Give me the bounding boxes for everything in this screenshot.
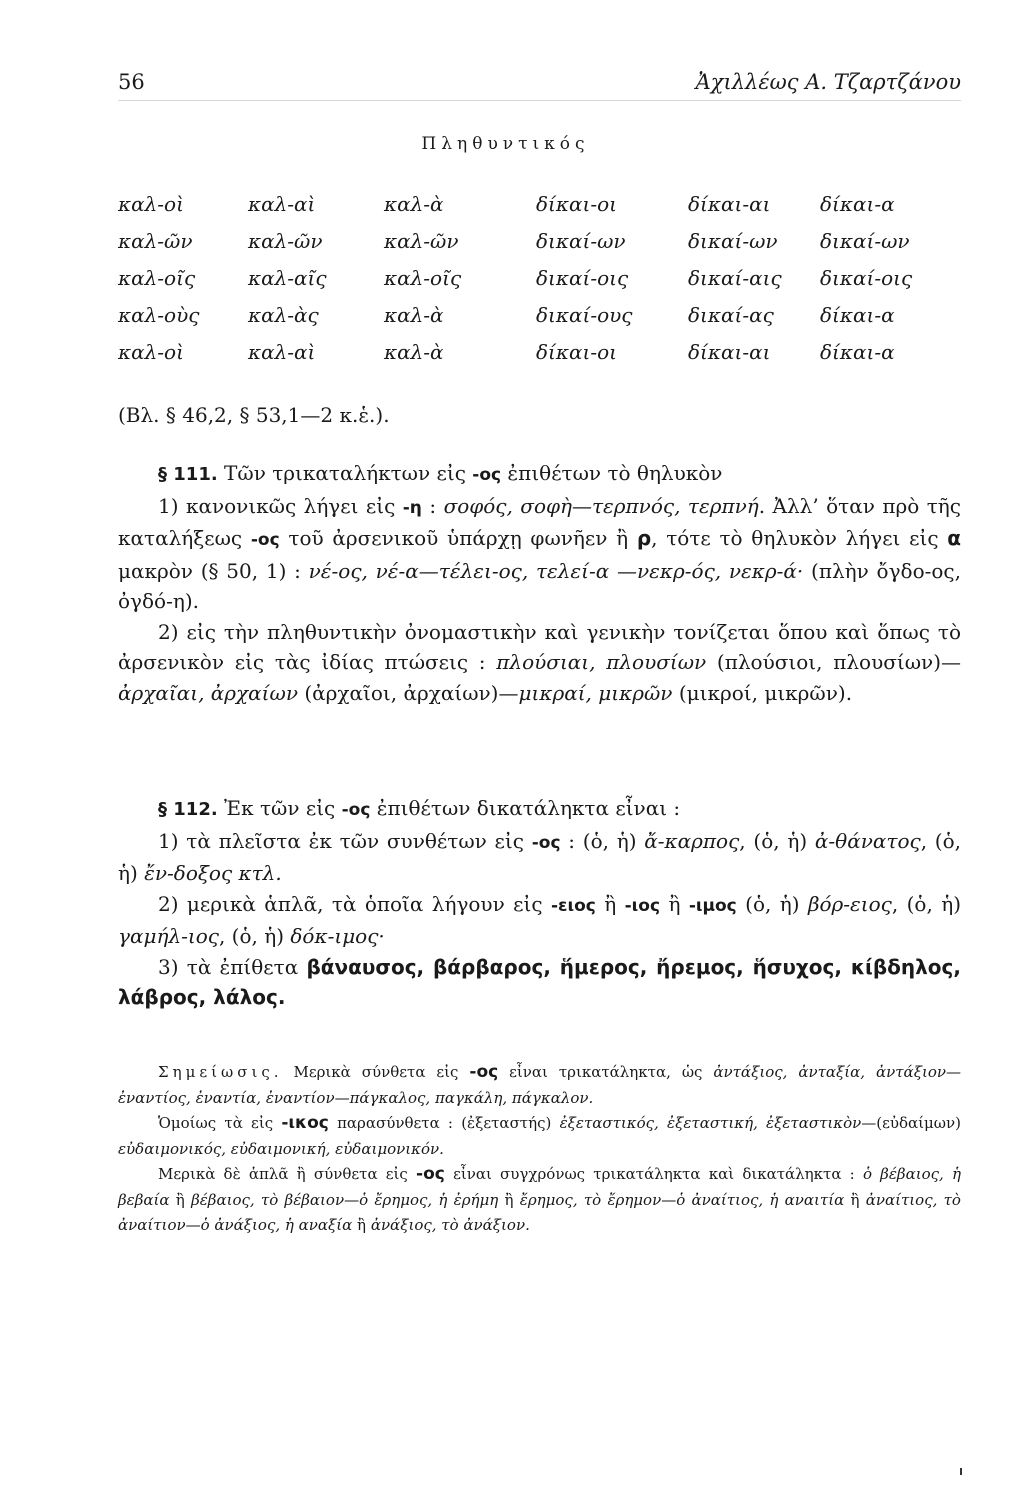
section-111 <box>118 458 961 708</box>
table-cell: δικαί-ας <box>688 303 774 327</box>
letter: α <box>947 526 961 550</box>
table-cell: δικαί-ους <box>536 303 633 327</box>
rule-paragraph <box>118 952 961 1013</box>
cross-reference: (Βλ. § 46,2, § 53,1—2 κ.ἑ.). <box>118 403 390 427</box>
note-label: Σημείωσις. <box>158 1063 283 1081</box>
table-cell: καλ-αὶ <box>248 192 316 216</box>
table-cell: καλ-ῶν <box>248 229 323 253</box>
text: 2) μερικὰ ἁπλᾶ, τὰ ὁποῖα λήγουν εἰς <box>158 891 551 916</box>
declension-table <box>0 192 1011 392</box>
text: ἢ <box>844 1190 866 1209</box>
scan-mark <box>960 1468 962 1475</box>
text: μακρὸν (§ 50, 1) : <box>118 558 309 583</box>
text: ἢ <box>498 1190 520 1209</box>
example: νέ-ος, νέ-α—τέλει-ος, τελεί-α —νεκρ-ός, νεκρ-ά· <box>308 558 804 583</box>
example: δόκ-ιμος· <box>290 924 385 948</box>
text: 1) τὰ πλεῖστα ἐκ τῶν συνθέτων εἰς <box>158 828 532 853</box>
example: ἔρημος, τὸ ἔρημον—ὁ ἀναίτιος, ἡ αναιτία <box>519 1190 845 1209</box>
table-cell: καλ-ὰ <box>384 192 444 216</box>
section-heading <box>118 458 961 491</box>
text: , τότε τὸ θηλυκὸν λήγει εἰς <box>651 526 948 550</box>
table-cell: καλ-οῖς <box>118 266 196 290</box>
text: (πλούσιοι, πλουσίων)— <box>706 650 961 674</box>
ending: -η <box>402 497 422 518</box>
text: τοῦ ἀρσενικοῦ ὑπάρχῃ φωνῆεν ἢ <box>279 526 637 550</box>
example: βόρ-ειος <box>807 891 892 916</box>
section-number: § 112. <box>158 799 218 820</box>
section-112 <box>118 793 961 1013</box>
note-paragraph <box>118 1162 961 1239</box>
table-cell: δικαί-ων <box>820 229 910 253</box>
text: ἢ <box>352 1216 371 1234</box>
example: μικραί, μικρῶν <box>518 680 673 705</box>
text: 1) κανονικῶς λήγει εἰς <box>158 493 403 518</box>
text: (μικροί, μικρῶν). <box>672 680 853 705</box>
example: σοφός, σοφὴ—τερπνός, τερπνή <box>443 493 759 518</box>
table-cell: καλ-αὶ <box>248 340 316 364</box>
ending: -ος <box>469 1062 499 1082</box>
text: ἢ <box>595 891 625 916</box>
rule-paragraph <box>118 491 961 617</box>
text: , (ὁ, ἡ) <box>118 828 962 885</box>
table-cell: δίκαι-α <box>820 340 895 364</box>
example: γαμήλ-ιος <box>118 924 219 948</box>
table-cell: καλ-ῶν <box>384 229 459 253</box>
table-cell: καλ-οὶ <box>118 340 184 364</box>
table-cell: δίκαι-αι <box>688 192 771 216</box>
rule-paragraph <box>118 826 961 889</box>
text: (ἀρχαῖοι, ἀρχαίων)— <box>298 680 519 705</box>
example: ἔν-δοξος κτλ. <box>144 861 282 885</box>
text: 3) τὰ ἐπίθετα <box>158 954 307 979</box>
text: ἐπιθέτων δικατάληκτα εἶναι : <box>370 796 681 820</box>
text: —(εὐδαίμων) <box>861 1114 961 1132</box>
example: ἀντάξιος, ἀνταξία, ἀντάξιον—ἐναντίος, ἐναντία, ἐναντίον—πάγκαλος, παγκάλη, πάγκαλον. <box>118 1063 961 1107</box>
text: , (ὁ, ἡ) <box>739 828 815 853</box>
text: 2) εἰς τὴν πληθυντικὴν ὀνομαστικὴν καὶ γενικὴν τονίζεται ὅπου καὶ ὅπως τὸ ἀρσενικὸν εἰς τὰς ἰδίας πτώσεις : <box>118 619 961 674</box>
table-cell: δίκαι-οι <box>536 340 617 364</box>
text: εἶναι τρικατάληκτα, ὡς <box>498 1063 714 1081</box>
rule-paragraph <box>118 617 961 709</box>
table-cell: καλ-ῶν <box>118 229 193 253</box>
text: : (ὁ, ἡ) <box>560 828 645 853</box>
example: ἐξεταστικός, ἐξεταστική, ἐξεταστικὸν <box>559 1114 862 1132</box>
example: ἀρχαῖαι, ἀρχαίων <box>118 680 298 705</box>
table-cell: καλ-ὰς <box>248 303 319 327</box>
page-number: 56 <box>118 70 145 94</box>
text: Ὁμοίως τὰ εἰς <box>158 1114 282 1132</box>
table-cell: καλ-αῖς <box>248 266 327 290</box>
example: ὁ βέβαιος, ἡ βεβαία <box>118 1165 961 1209</box>
example: εὐδαιμονικός, εὐδαιμονική, εὐδαιμονικόν. <box>118 1139 444 1158</box>
table-cell: δίκαι-οι <box>536 192 617 216</box>
text: , (ὁ, ἡ) <box>891 891 961 916</box>
letter: ρ <box>636 526 652 550</box>
table-cell: δίκαι-α <box>820 192 895 216</box>
ending: -ος <box>416 1164 445 1184</box>
example: ἀναίτιος, τὸ ἀναίτιον—ὁ ἀνάξιος, ἡ αναξία <box>118 1190 961 1234</box>
text: . Ἀλλ’ ὅταν πρὸ τῆς καταλήξεως <box>118 493 961 550</box>
text: Τῶν τρικαταλήκτων εἰς <box>217 461 473 485</box>
table-cell: δικαί-αις <box>688 266 782 290</box>
text: , (ὁ, ἡ) <box>218 924 291 948</box>
word-list: βάναυσος, βάρβαρος, ἥμερος, ἤρεμος, ἥσυχος, κίβδηλος, λάβρος, λάλος. <box>118 954 961 1009</box>
table-cell: καλ-ὰ <box>384 303 444 327</box>
ending: -ιμος <box>688 895 737 916</box>
note-paragraph <box>118 1111 961 1162</box>
table-cell: δικαί-ων <box>536 229 626 253</box>
example: ἄ-καρπος <box>644 828 740 853</box>
ending: -ειος <box>550 895 596 916</box>
text: εἶναι συγχρόνως τρικατάληκτα καὶ δικατάληκτα : <box>444 1165 863 1183</box>
example: ἀ-θάνατος <box>814 828 921 853</box>
text: : <box>421 493 444 518</box>
table-cell: καλ-οὶ <box>118 192 184 216</box>
text: ἢ <box>660 891 689 916</box>
header-rule <box>118 100 961 101</box>
section-number: § 111. <box>158 464 218 485</box>
ending: -ος <box>531 832 561 853</box>
example: βέβαιος, τὸ βέβαιον—ὁ ἔρημος, ἡ ἐρήμη <box>191 1190 499 1209</box>
table-cell: δίκαι-α <box>820 303 895 327</box>
example: πλούσιαι, πλουσίων <box>496 650 707 674</box>
text: παρασύνθετα : (ἐξεταστής) <box>328 1114 560 1132</box>
table-cell: δικαί-οις <box>536 266 629 290</box>
section-heading <box>118 793 961 826</box>
text: ἐπιθέτων τὸ θηλυκὸν <box>501 461 723 485</box>
text: Μερικὰ δὲ ἁπλᾶ ἢ σύνθετα εἰς <box>158 1165 417 1183</box>
plural-heading: Πληθυντικός <box>421 134 590 154</box>
text: Ἐκ τῶν εἰς <box>217 796 342 820</box>
example: ἀνάξιος, τὸ ἀνάξιον. <box>370 1216 530 1234</box>
ending: -ιος <box>624 895 661 916</box>
rule-paragraph <box>118 889 961 952</box>
table-cell: καλ-οὺς <box>118 303 200 327</box>
table-cell: δικαί-ων <box>688 229 778 253</box>
text: ἢ <box>169 1190 192 1209</box>
text: (πλὴν ὄγδο-ος, ὀγδό-η). <box>118 558 961 613</box>
table-cell: δίκαι-αι <box>688 340 771 364</box>
ending: -ος <box>250 530 280 550</box>
table-cell: καλ-οῖς <box>384 266 462 290</box>
note-block <box>118 1060 961 1239</box>
table-cell: καλ-ὰ <box>384 340 444 364</box>
ending: -ος <box>341 800 371 820</box>
ending: -ος <box>472 465 502 485</box>
text: Μερικὰ σύνθετα εἰς <box>282 1063 470 1081</box>
running-title: Ἀχιλλέως Α. Τζαρτζάνου <box>695 70 961 94</box>
ending: -ικος <box>281 1113 329 1133</box>
note-paragraph <box>118 1060 961 1111</box>
text: (ὁ, ἡ) <box>736 891 808 916</box>
table-cell: δικαί-οις <box>820 266 913 290</box>
